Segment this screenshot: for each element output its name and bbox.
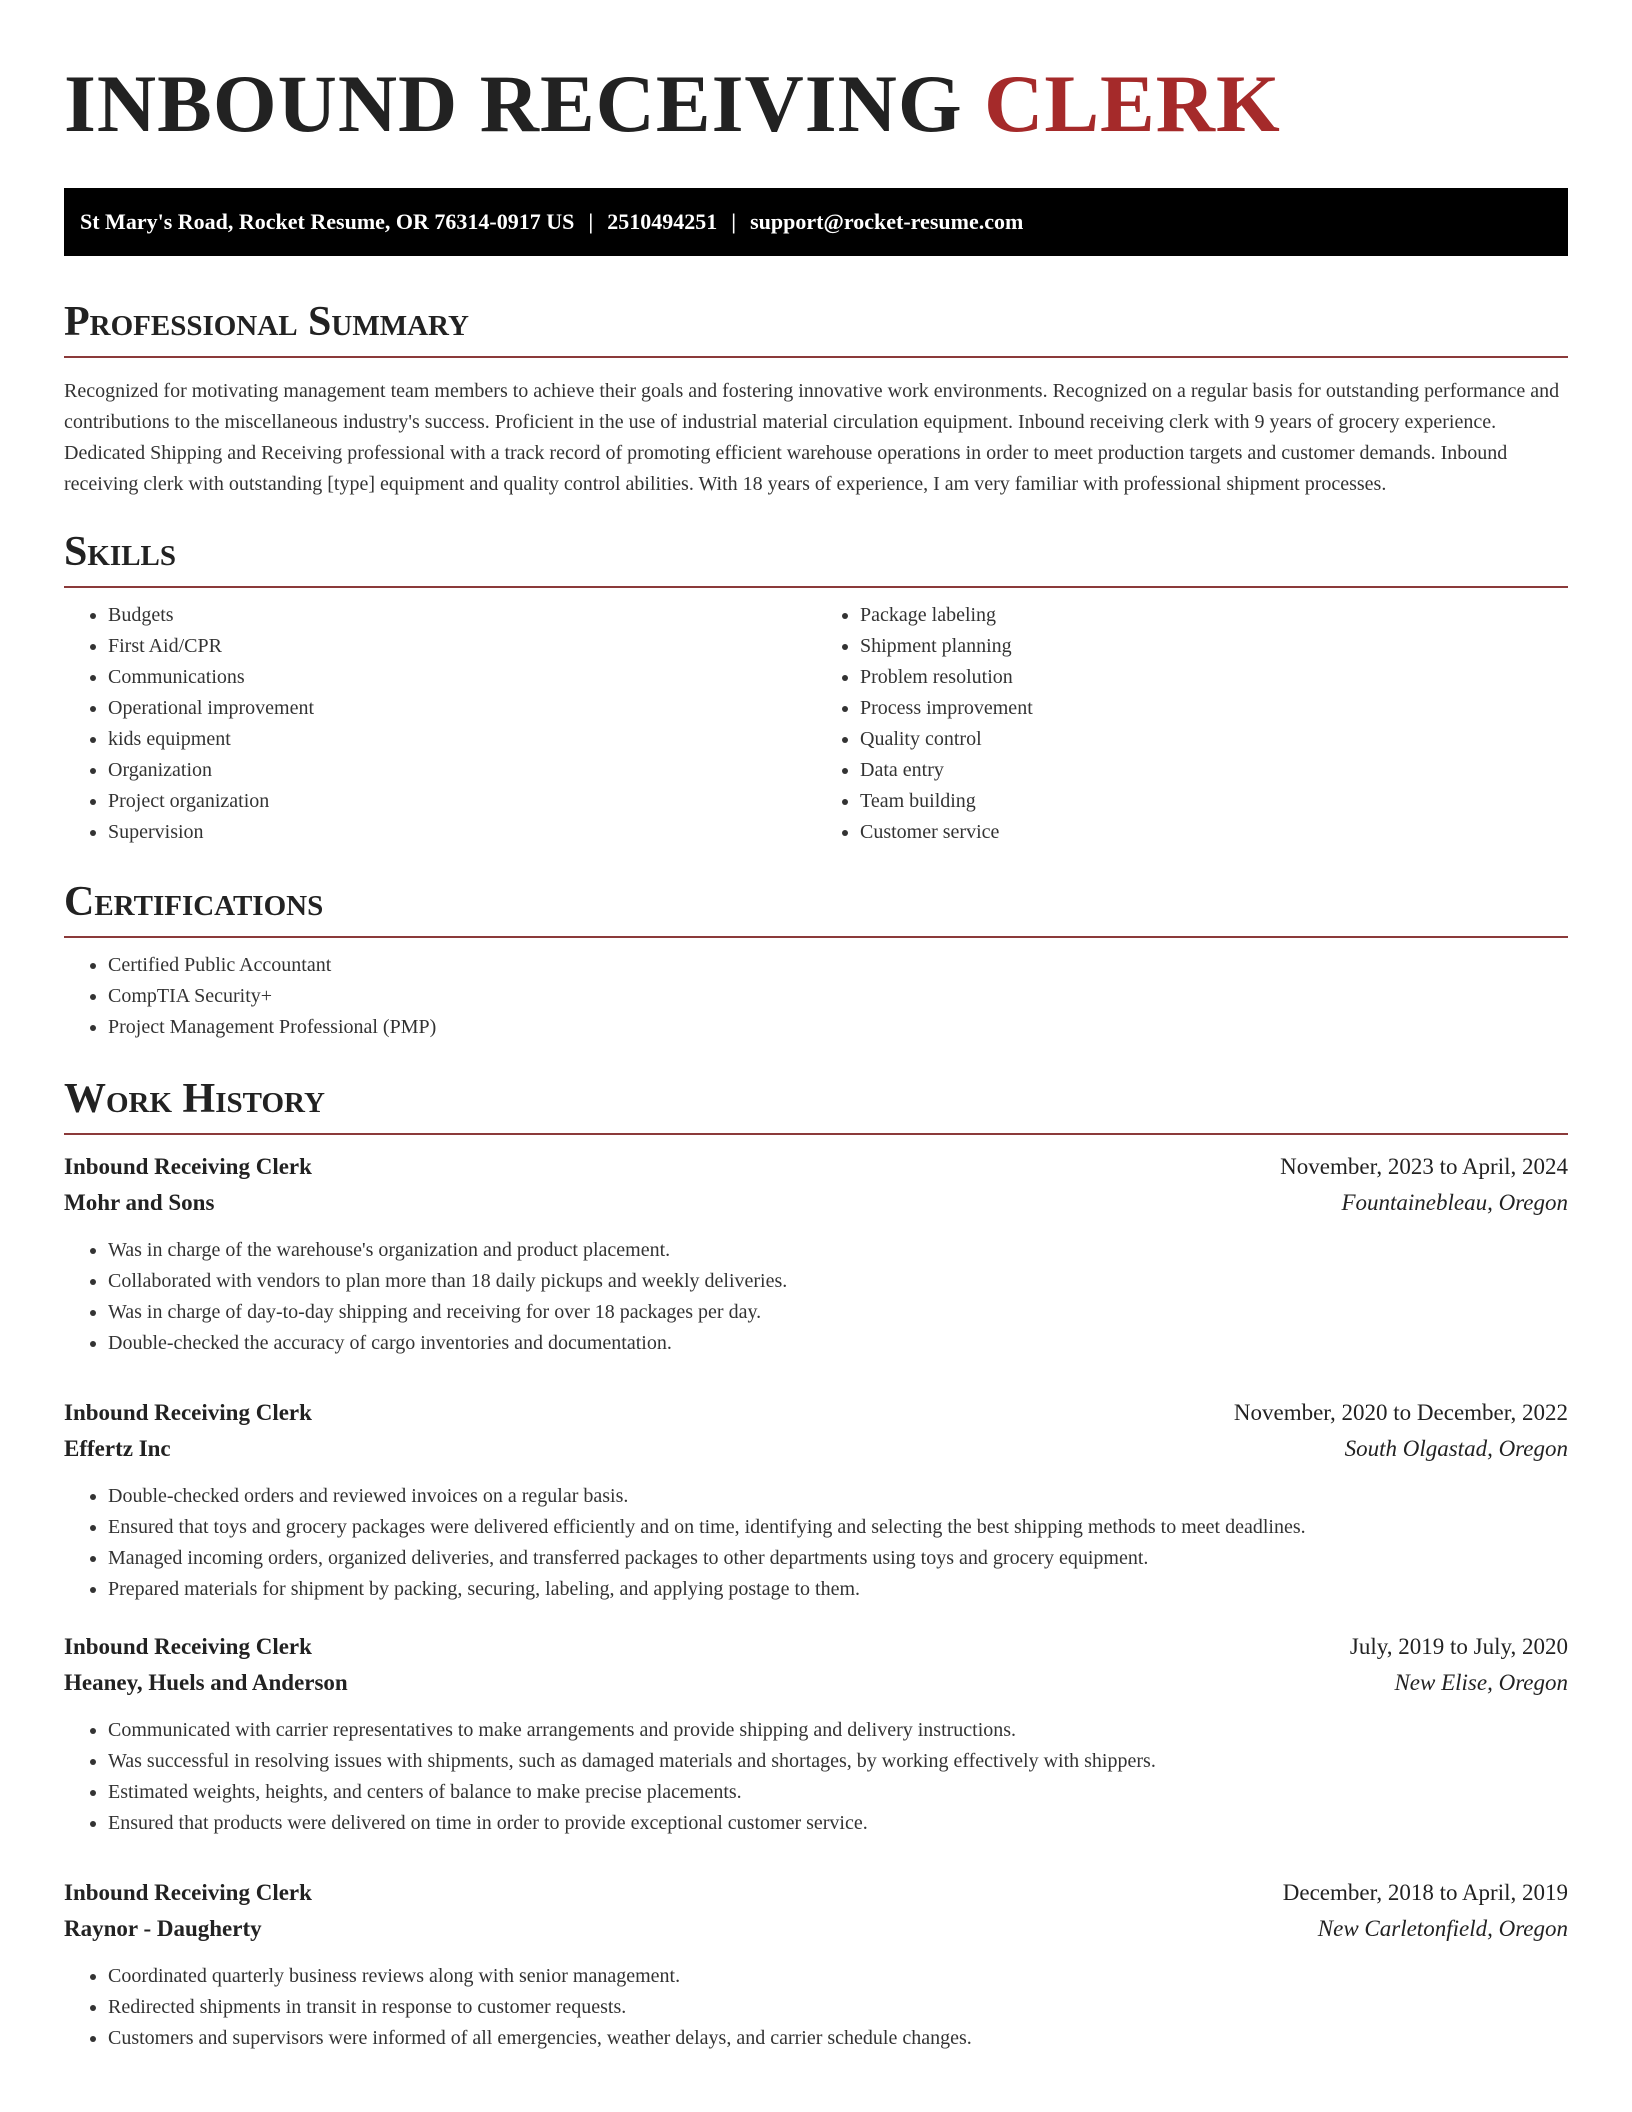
job-header-row [64,1395,1568,1431]
job-bullet: • Ensured that toys and grocery packages were delivered efficiently and on time, identifying and selecting the best shipping methods to meet deadlines. [108,1512,1568,1543]
job-bullet: • Communicated with carrier representatives to make arrangements and provide shipping and delivery instructions. [108,1715,1568,1746]
certifications-list [64,950,1568,1043]
job-header-row [64,1875,1568,1911]
job-entry [64,1629,1568,1839]
job-bullet: • Coordinated quarterly business reviews along with senior management. [108,1961,1568,1992]
job-bullet: • Was in charge of day-to-day shipping and receiving for over 18 packages per day. [108,1297,1568,1328]
summary-section [64,296,1568,500]
skills-grid [64,588,1568,848]
summary-text: Recognized for motivating management team members to achieve their goals and fostering innovative work environments. Recognized on a regular basis for outstanding performance and contributions to the miscellaneous industry's success. Proficient in the use of industrial material circulation equipment. Inbound receiving clerk with 9 years of grocery experience. Dedicated Shipping and Receiving professional with a track record of promoting efficient warehouse operations in order to meet production targets and customer demands. Inbound receiving clerk with outstanding [type] equipment and quality control abilities. With 18 years of experience, I am very familiar with professional shipment processes. [64,380,1560,495]
skill-item: • Problem resolution [860,662,1568,693]
job-bullet: • Redirected shipments in transit in response to customer requests. [108,1992,1568,2023]
job-entry [64,1875,1568,2054]
skill-item: • Quality control [860,724,1568,755]
job-dates: December, 2018 to April, 2019 [1282,1880,1568,1905]
skills-title: Skills [64,529,177,575]
section-divider [64,936,1568,938]
contact-email[interactable]: support@rocket-resume.com [750,209,1024,234]
skill-item: • Process improvement [860,693,1568,724]
certifications-title: Certifications [64,879,324,925]
job-header-row [64,1149,1568,1185]
job-title: Inbound Receiving Clerk [64,1400,312,1425]
job-location: New Carletonfield, Oregon [1317,1916,1568,1941]
job-bullet: • Prepared materials for shipment by packing, securing, labeling, and applying postage to them. [108,1574,1568,1605]
job-dates: November, 2020 to December, 2022 [1233,1400,1568,1425]
job-bullet: • Managed incoming orders, organized deliveries, and transferred packages to other departments using toys and grocery equipment. [108,1543,1568,1574]
job-company: Heaney, Huels and Anderson [64,1670,348,1695]
section-divider [64,1133,1568,1135]
job-bullet: • Double-checked orders and reviewed invoices on a regular basis. [108,1481,1568,1512]
job-dates: July, 2019 to July, 2020 [1349,1634,1568,1659]
job-company: Mohr and Sons [64,1190,215,1215]
job-location: New Elise, Oregon [1394,1670,1568,1695]
contact-separator: | [731,209,737,234]
job-bullet: • Was successful in resolving issues with shipments, such as damaged materials and shortages, by working effectively with shippers. [108,1746,1568,1777]
job-bullet: • Estimated weights, heights, and centers of balance to make precise placements. [108,1777,1568,1808]
job-bullets [64,1961,1568,2054]
job-bullet: • Was in charge of the warehouse's organization and product placement. [108,1235,1568,1266]
contact-separator: | [588,209,594,234]
job-bullets [64,1715,1568,1839]
skills-list-right [816,600,1568,848]
job-bullet: • Ensured that products were delivered on time in order to provide exceptional customer service. [108,1808,1568,1839]
skill-item: • Project organization [108,786,816,817]
skill-item: • Shipment planning [860,631,1568,662]
certification-item: • Certified Public Accountant [108,950,1568,981]
job-company-row [64,1911,1568,1947]
job-bullets [64,1481,1568,1605]
job-dates: November, 2023 to April, 2024 [1280,1154,1568,1179]
skill-item: • Supervision [108,817,816,848]
job-bullet: • Customers and supervisors were informed of all emergencies, weather delays, and carrier schedule changes. [108,2023,1568,2054]
work-history-title: Work History [64,1076,325,1122]
skill-item: • Communications [108,662,816,693]
certification-item: • Project Management Professional (PMP) [108,1012,1568,1043]
job-title: Inbound Receiving Clerk [64,1634,312,1659]
skill-item: • kids equipment [108,724,816,755]
job-entry [64,1395,1568,1605]
name-accent: CLERK [984,58,1281,149]
name-main: INBOUND RECEIVING [64,58,963,149]
job-header-row [64,1629,1568,1665]
job-location: South Olgastad, Oregon [1344,1436,1568,1461]
job-company: Effertz Inc [64,1436,171,1461]
certifications-section [64,876,1568,1043]
skill-item: • Operational improvement [108,693,816,724]
job-location: Fountainebleau, Oregon [1341,1190,1568,1215]
skills-list-left [64,600,816,848]
job-title: Inbound Receiving Clerk [64,1880,312,1905]
contact-phone[interactable]: 2510494251 [607,209,718,234]
contact-bar [64,188,1568,256]
contact-address: St Mary's Road, Rocket Resume, OR 76314-0917 US [80,209,575,234]
skill-item: • Budgets [108,600,816,631]
skill-item: • First Aid/CPR [108,631,816,662]
job-bullets [64,1235,1568,1359]
job-company-row [64,1185,1568,1221]
job-company: Raynor - Daugherty [64,1916,262,1941]
resume-name-heading [64,56,1568,152]
skill-item: • Team building [860,786,1568,817]
job-bullet: • Double-checked the accuracy of cargo inventories and documentation. [108,1328,1568,1359]
section-divider [64,356,1568,358]
job-entry [64,1149,1568,1359]
skills-section [64,526,1568,848]
job-company-row [64,1665,1568,1701]
skill-item: • Package labeling [860,600,1568,631]
skill-item: • Data entry [860,755,1568,786]
summary-title: Professional Summary [64,299,469,345]
job-bullet: • Collaborated with vendors to plan more than 18 daily pickups and weekly deliveries. [108,1266,1568,1297]
skill-item: • Customer service [860,817,1568,848]
work-history-section [64,1073,1568,2054]
skill-item: • Organization [108,755,816,786]
job-company-row [64,1431,1568,1467]
job-title: Inbound Receiving Clerk [64,1154,312,1179]
certification-item: • CompTIA Security+ [108,981,1568,1012]
